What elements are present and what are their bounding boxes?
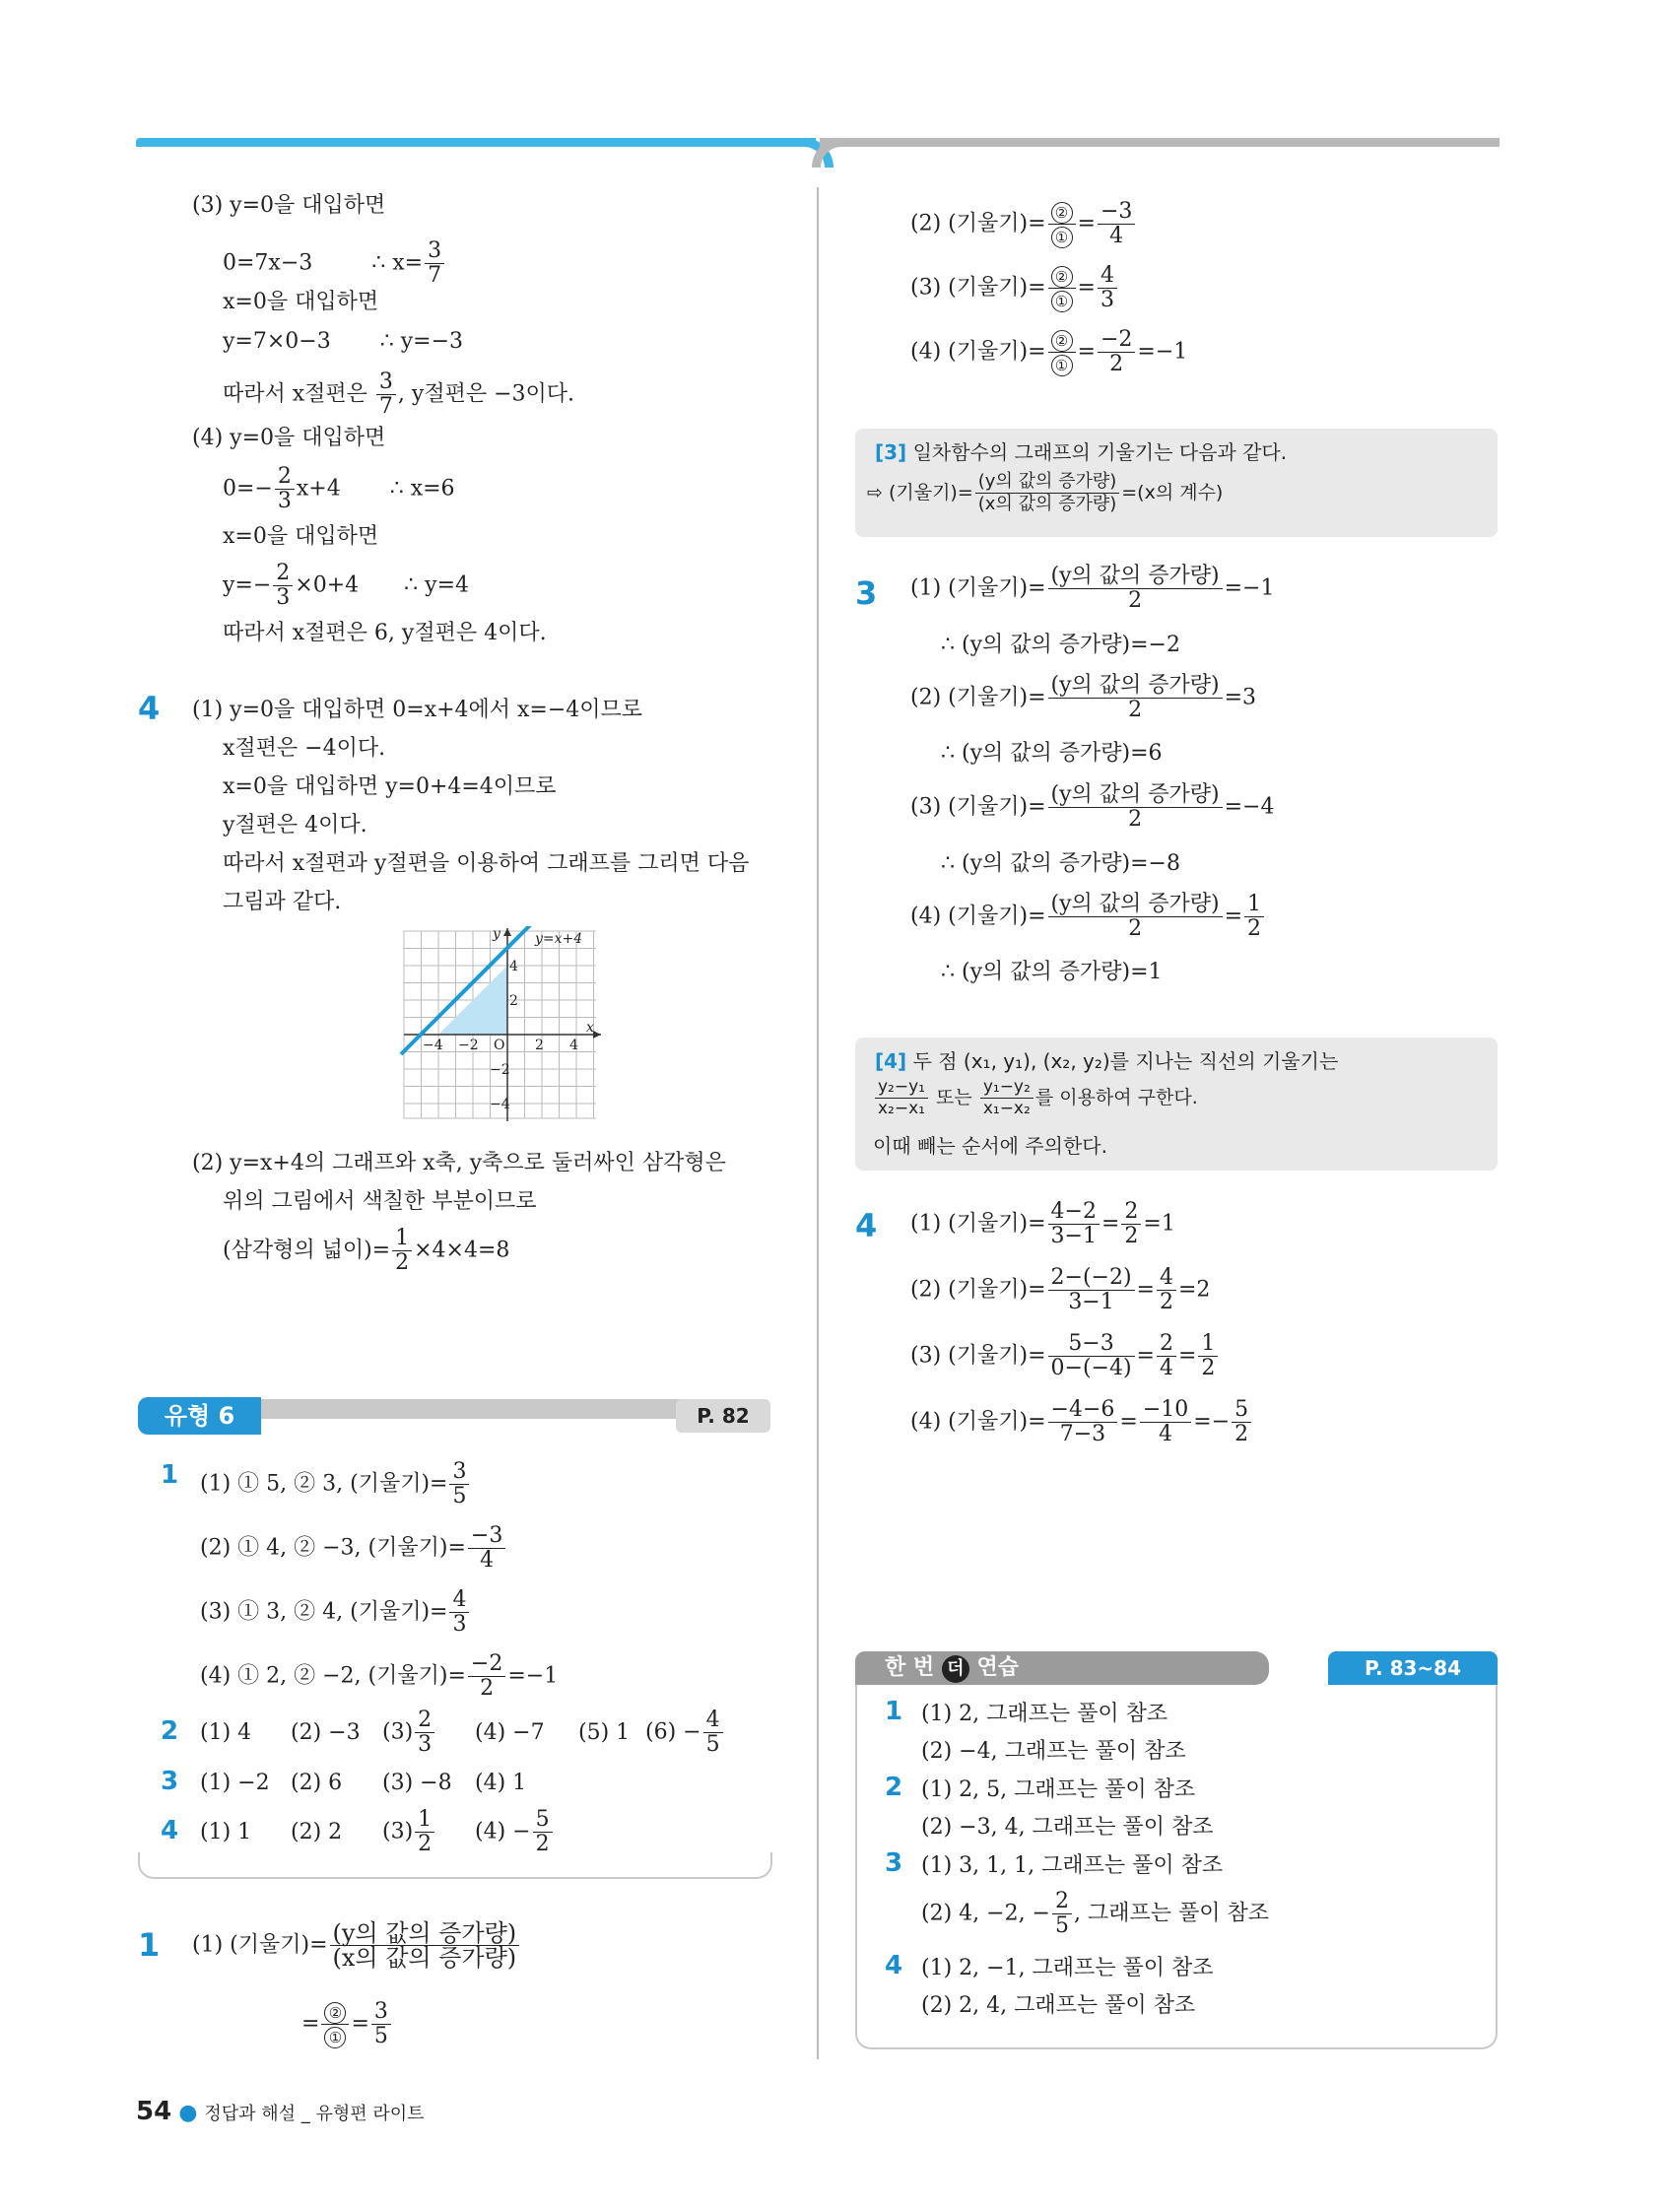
page-number: 54	[136, 2097, 172, 2126]
r-q3-c3: ∴ (y의 값의 증가량)=−8	[941, 851, 1180, 876]
tip3-line2: ⇨ (기울기)= $\frac{\text{(y의 값의 증가량)}}{\text{(x의 값의 증가량)}}$ =(x의 계수)	[867, 471, 1224, 514]
y-tick-neg2: −2	[490, 1062, 510, 1078]
footer-bullet-icon: ●	[178, 2101, 198, 2125]
ans1-number: 1	[161, 1460, 179, 1490]
r-q4-l4: (4) (기울기)= $\frac{-4-6}{7-3}$ = $\frac{-10}{4}$ =− $\frac{5}{2}$	[910, 1398, 1253, 1446]
r-q4-l3: (3) (기울기)= $\frac{5-3}{0-(-4)}$ = $\frac{2}{4}$ = $\frac{1}{2}$	[910, 1332, 1220, 1380]
tip4-line1: [4] 두 점 (x₁, y₁), (x₂, y₂)를 지나는 직선의 기울기는	[875, 1049, 1339, 1073]
r-q4-l1: (1) (기울기)= $\frac{4-2}{3-1}$ = $\frac{2}{2}$ =1	[910, 1199, 1175, 1248]
ans3-r2: (2) 6	[291, 1771, 343, 1795]
graph-equation: y=x+4	[535, 931, 583, 947]
ans4-r1: (1) 1	[200, 1820, 252, 1844]
type6-label: 유형 6	[138, 1397, 261, 1435]
ans1-line3: (3) ① 3, ② 4, (기울기)= $\frac{4}{3}$	[200, 1588, 471, 1637]
more-l1b: (2) −4, 그래프는 풀이 참조	[921, 1739, 1186, 1764]
ans1-line1: (1) ① 5, ② 3, (기울기)= $\frac{3}{5}$	[200, 1460, 471, 1508]
p3-line5: 따라서 x절편은 $\frac{3}{7}$ , y절편은 −3이다.	[223, 369, 574, 419]
top-bar-right	[820, 138, 1500, 147]
more-l3b: (2) 4, −2, − $\frac{2}{5}$ , 그래프는 풀이 참조	[921, 1889, 1269, 1938]
r-q3-l3: (3) (기울기)= $\frac{\text{(y의 값의 증가량)}}{2}$ =−4	[910, 782, 1275, 832]
more-practice-page: P. 83~84	[1328, 1651, 1498, 1685]
more-badge: 더	[942, 1655, 969, 1683]
p3-line4: y=7×0−3 ∴ y=−3	[223, 329, 464, 354]
p4-line4: y=− $\frac{2}{3}$ ×0+4 ∴ y=4	[223, 561, 470, 610]
q4-line5: 따라서 x절편과 y절편을 이용하여 그래프를 그리면 다음	[223, 851, 750, 876]
more-l1a: (1) 2, 그래프는 풀이 참조	[921, 1702, 1168, 1726]
more-n1: 1	[885, 1697, 903, 1726]
tip3-line1: [3] 일차함수의 그래프의 기울기는 다음과 같다.	[875, 440, 1288, 464]
ans3-number: 3	[161, 1767, 179, 1796]
r-q3-c2: ∴ (y의 값의 증가량)=6	[941, 741, 1163, 766]
ans3-r4: (4) 1	[475, 1771, 527, 1795]
more-l4a: (1) 2, −1, 그래프는 풀이 참조	[921, 1956, 1214, 1980]
p3-line3: x=0을 대입하면	[223, 290, 379, 314]
p4-line1: (4) y=0을 대입하면	[192, 426, 386, 450]
r-q4-l2: (2) (기울기)= $\frac{2-(-2)}{3-1}$ = $\frac{4}{2}$ =2	[910, 1265, 1211, 1314]
sol1-line1: (1) (기울기)= $\frac{\text{(y의 값의 증가량)}}{\text{(x의 값의 증가량)}}$	[192, 1921, 521, 1970]
sol1-line2: = $\frac{\text{②}}{\text{①}}$ = $\frac{3}{5}$	[301, 2000, 393, 2048]
r-q3-l4: (4) (기울기)= $\frac{\text{(y의 값의 증가량)}}{2}$ = $\frac{1}{2}$	[910, 893, 1266, 941]
q4-number: 4	[138, 690, 161, 727]
q4-line3: x=0을 대입하면 y=0+4=4이므로	[223, 774, 557, 799]
q4-line2: x절편은 −4이다.	[223, 736, 386, 761]
y-tick-neg4: −4	[490, 1097, 510, 1112]
ans1-line4: (4) ① 2, ② −2, (기울기)= $\frac{-2}{2}$ =−1	[200, 1651, 559, 1701]
x-tick-neg4: −4	[423, 1038, 443, 1053]
ans3-r3: (3) −8	[382, 1771, 452, 1795]
q4-part2-line1: (2) y=x+4의 그래프와 x축, y축으로 둘러싸인 삼각형은	[192, 1151, 726, 1175]
sol1-number: 1	[138, 1926, 161, 1964]
more-l2b: (2) −3, 4, 그래프는 풀이 참조	[921, 1815, 1214, 1840]
p3-line1: (3) y=0을 대입하면	[192, 193, 386, 218]
answer-box-frame	[138, 1852, 772, 1879]
ans3-r1: (1) −2	[200, 1771, 270, 1795]
q4-line4: y절편은 4이다.	[223, 813, 367, 838]
type6-header-bar	[256, 1399, 690, 1419]
ans2-r3: (3) $\frac{2}{3}$	[382, 1709, 436, 1757]
ans2-r4: (4) −7	[475, 1720, 545, 1745]
ans4-r4: (4) − $\frac{5}{2}$	[475, 1808, 555, 1856]
q4-part2-line2: 위의 그림에서 색칠한 부분이므로	[223, 1189, 537, 1214]
r-s4: (4) (기울기)= $\frac{\text{②}}{\text{①}}$ = $\frac{-2}{2}$ =−1	[910, 327, 1188, 376]
q4-part2-line3: (삼각형의 넓이)= $\frac{1}{2}$ ×4×4=8	[223, 1226, 510, 1275]
ans2-r6: (6) − $\frac{4}{5}$	[645, 1709, 725, 1757]
ans4-r3: (3) $\frac{1}{2}$	[382, 1808, 436, 1856]
p4-line5: 따라서 x절편은 6, y절편은 4이다.	[223, 621, 547, 645]
more-n4: 4	[885, 1951, 903, 1980]
x-tick-neg2: −2	[458, 1038, 479, 1053]
r-q3-l2: (2) (기울기)= $\frac{\text{(y의 값의 증가량)}}{2}$ =3	[910, 673, 1257, 722]
more-l3a: (1) 3, 1, 1, 그래프는 풀이 참조	[921, 1853, 1224, 1878]
ans2-r1: (1) 4	[200, 1720, 252, 1745]
column-divider	[817, 187, 819, 2059]
p4-line2: 0=− $\frac{2}{3}$ x+4 ∴ x=6	[223, 464, 455, 513]
more-l2a: (1) 2, 5, 그래프는 풀이 참조	[921, 1777, 1196, 1802]
y-axis-label: y	[493, 926, 500, 942]
tip4-line3: 이때 빼는 순서에 주의한다.	[873, 1134, 1107, 1158]
type6-page: P. 82	[676, 1399, 770, 1433]
footer	[136, 2097, 425, 2126]
ans1-line2: (2) ① 4, ② −3, (기울기)= $\frac{-3}{4}$	[200, 1524, 507, 1573]
ans2-number: 2	[161, 1716, 179, 1746]
ans2-r5: (5) 1	[578, 1720, 631, 1745]
r-q4-number: 4	[855, 1207, 878, 1244]
origin-label: O	[494, 1038, 505, 1053]
r-s3: (3) (기울기)= $\frac{\text{②}}{\text{①}}$ = $\frac{4}{3}$	[910, 264, 1119, 312]
r-s2: (2) (기울기)= $\frac{\text{②}}{\text{①}}$ = $\frac{-3}{4}$	[910, 200, 1137, 248]
q4-line6: 그림과 같다.	[223, 890, 342, 914]
ans4-r2: (2) 2	[291, 1820, 343, 1844]
p3-line2: 0=7x−3 ∴ x= $\frac{3}{7}$	[223, 239, 446, 288]
footer-text: 정답과 해설 _ 유형편 라이트	[204, 2104, 425, 2124]
top-bar-left	[136, 138, 816, 147]
p4-line3: x=0을 대입하면	[223, 524, 379, 549]
r-q3-c4: ∴ (y의 값의 증가량)=1	[941, 960, 1163, 984]
x-tick-4: 4	[569, 1038, 578, 1053]
more-l4b: (2) 2, 4, 그래프는 풀이 참조	[921, 1993, 1196, 2018]
y-tick-4: 4	[509, 959, 518, 974]
ans2-r2: (2) −3	[291, 1720, 361, 1745]
r-q3-c1: ∴ (y의 값의 증가량)=−2	[941, 633, 1180, 657]
tip4-line2: $\frac{\text{y₂−y₁}}{\text{x₂−x₁}}$ 또는 $\frac{\text{y₁−y₂}}{\text{x₁−x₂}}$ 를 이용하여 구한다.	[873, 1077, 1198, 1119]
more-practice-label: 한 번 더 연습	[885, 1653, 1019, 1683]
ans4-number: 4	[161, 1816, 179, 1845]
more-n2: 2	[885, 1773, 903, 1802]
x-tick-2: 2	[535, 1038, 544, 1053]
x-axis-label: x	[586, 1020, 594, 1036]
more-n3: 3	[885, 1848, 903, 1878]
linear-graph	[399, 926, 606, 1123]
r-q3-l1: (1) (기울기)= $\frac{\text{(y의 값의 증가량)}}{2}$ =−1	[910, 564, 1275, 613]
q4-line1: (1) y=0을 대입하면 0=x+4에서 x=−4이므로	[192, 698, 643, 722]
r-q3-number: 3	[855, 574, 878, 612]
y-tick-2: 2	[509, 993, 518, 1009]
